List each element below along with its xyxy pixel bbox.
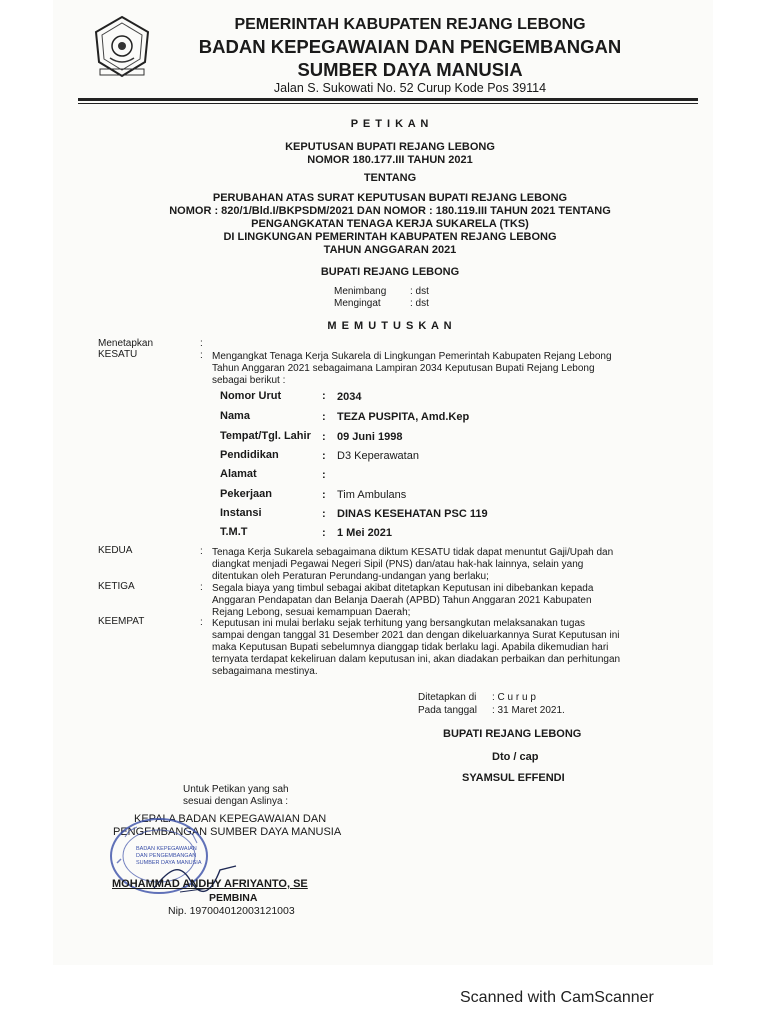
detail-value: 09 Juni 1998: [337, 431, 403, 443]
header-rule-thin: [78, 103, 698, 104]
keempat-line-4: ternyata terdapat kekeliruan dalam keputusan ini, akan diadakan perbaikan dan perhitungan: [212, 654, 621, 665]
detail-colon: :: [322, 508, 326, 520]
detail-value: TEZA PUSPITA, Amd.Kep: [337, 411, 470, 423]
header-agency: BADAN KEPEGAWAIAN DAN PENGEMBANGAN: [198, 36, 622, 57]
subject-line-3: PENGANGKATAN TENAGA KERJA SUKARELA (TKS): [251, 218, 529, 230]
signatory-title: BUPATI REJANG LEBONG: [443, 728, 582, 740]
office-line-1: KEPALA BADAN KEPEGAWAIAN DAN: [134, 813, 327, 825]
kesatu-label: KESATU: [98, 349, 138, 360]
camscanner-watermark: Scanned with CamScanner: [460, 989, 654, 1006]
detail-label: Nomor Urut: [220, 390, 282, 402]
kesatu-line-3: sebagai berikut :: [212, 375, 286, 386]
header-government: PEMERINTAH KABUPATEN REJANG LEBONG: [234, 16, 586, 33]
kedua-colon: :: [200, 546, 203, 557]
header-address: Jalan S. Sukowati No. 52 Curup Kode Pos 39114: [273, 81, 547, 95]
detail-value: DINAS KESEHATAN PSC 119: [337, 508, 488, 520]
mengingat-value: : dst: [410, 298, 429, 309]
detail-label: Instansi: [220, 507, 262, 519]
detail-label: Pendidikan: [220, 449, 279, 461]
detail-label: Tempat/Tgl. Lahir: [220, 430, 311, 442]
ketiga-line-1: Segala biaya yang timbul sebagai akibat ditetapkan Keputusan ini dibebankan kepada: [212, 583, 594, 594]
detail-label: Alamat: [220, 468, 257, 480]
bupati-heading: BUPATI REJANG LEBONG: [320, 266, 460, 278]
menimbang-label: Menimbang: [334, 286, 387, 297]
ditetapkan-value: : C u r u p: [492, 692, 536, 703]
kedua-text: [212, 547, 664, 583]
detail-colon: :: [322, 527, 326, 539]
keempat-colon: :: [200, 617, 203, 628]
stamp-line-2: DAN PENGEMBANGAN: [136, 853, 197, 859]
keempat-label: KEEMPAT: [98, 616, 145, 627]
kedua-line-1: Tenaga Kerja Sukarela sebagaimana diktum KESATU tidak dapat menuntut Gaji/Upah dan: [212, 547, 614, 558]
kedua-line-3: ditentukan oleh Peraturan Perundang-undangan yang berlaku;: [212, 571, 489, 582]
office-line-2: PENGEMBANGAN SUMBER DAYA MANUSIA: [113, 826, 342, 838]
ketiga-colon: :: [200, 582, 203, 593]
keempat-line-1: Keputusan ini mulai berlaku sejak terhitung yang bersangkutan melaksanakan tugas: [212, 618, 586, 629]
signatory-name: SYAMSUL EFFENDI: [462, 772, 565, 784]
stamp-line-3: SUMBER DAYA MANUSIA: [136, 860, 202, 866]
ditetapkan-label: Ditetapkan di: [418, 692, 477, 703]
subject-line-4: DI LINGKUNGAN PEMERINTAH KABUPATEN REJANG LEBONG: [223, 231, 557, 243]
subject-line-2: NOMOR : 820/1/Bld.I/BKPSDM/2021 DAN NOMOR : 180.119.III TAHUN 2021 TENTANG: [169, 205, 611, 217]
ketiga-label: KETIGA: [98, 581, 135, 592]
menetapkan-label: Menetapkan: [98, 338, 154, 349]
header-agency-2: SUMBER DAYA MANUSIA: [297, 59, 523, 80]
kesatu-line-2: Tahun Anggaran 2021 sebagaimana Lampiran 2034 Keputusan Bupati Rejang Lebong: [212, 363, 595, 374]
decree-title: KEPUTUSAN BUPATI REJANG LEBONG: [285, 141, 495, 153]
detail-value: Tim Ambulans: [337, 489, 407, 501]
petikan-heading: P E T I K A N: [350, 118, 430, 130]
keempat-text: [212, 618, 664, 678]
subject-line-1: PERUBAHAN ATAS SURAT KEPUTUSAN BUPATI REJANG LEBONG: [212, 192, 568, 204]
kedua-label: KEDUA: [98, 545, 133, 556]
detail-colon: :: [322, 469, 326, 481]
tanggal-label: Pada tanggal: [418, 705, 477, 716]
kesatu-text: [212, 351, 664, 387]
kedua-line-2: diangkat menjadi Pegawai Negeri Sipil (PNS) dan/atau hak-hak lainnya, selain yang: [212, 559, 584, 570]
menimbang-value: : dst: [410, 286, 429, 297]
detail-value: 1 Mei 2021: [337, 527, 393, 539]
memutuskan-heading: M E M U T U S K A N: [327, 320, 453, 332]
keempat-line-2: sampai dengan tanggal 31 Desember 2021 dan dengan dikeluarkannya Surat Keputusan ini: [212, 630, 620, 641]
kesatu-colon: :: [200, 350, 203, 361]
mengingat-label: Mengingat: [334, 298, 381, 309]
regency-emblem-icon: [90, 14, 154, 80]
keempat-line-5: sebagaimana mestinya.: [212, 666, 318, 677]
detail-value: 2034: [337, 391, 362, 403]
keempat-line-3: maka Keputusan Bupati sebelumnya dianggap tidak berlaku lagi. Apabila dikemudian hari: [212, 642, 609, 653]
official-nip: Nip. 197004012003121003: [168, 905, 295, 917]
kesatu-line-1: Mengangkat Tenaga Kerja Sukarela di Lingkungan Pemerintah Kabupaten Rejang Lebong: [212, 351, 612, 362]
official-rank: PEMBINA: [209, 892, 258, 904]
detail-colon: :: [322, 390, 326, 402]
tentang-heading: TENTANG: [363, 172, 417, 184]
menetapkan-colon: :: [200, 338, 203, 349]
subject-line-5: TAHUN ANGGARAN 2021: [323, 244, 457, 256]
detail-colon: :: [322, 411, 326, 423]
copy-note-2: sesuai dengan Aslinya :: [183, 796, 289, 807]
stamp-line-1: BADAN KEPEGAWAIAN: [136, 846, 197, 852]
decree-number: NOMOR 180.177.III TAHUN 2021: [307, 154, 473, 166]
tanggal-value: : 31 Maret 2021.: [492, 705, 565, 716]
ketiga-line-2: Anggaran Pendapatan dan Belanja Daerah (APBD) Tahun Anggaran 2021 Kabupaten: [212, 595, 592, 606]
ketiga-line-3: Rejang Lebong, sesuai kemampuan Daerah;: [212, 607, 411, 618]
header-rule: [78, 98, 698, 101]
ketiga-text: [212, 583, 664, 619]
official-name: MOHAMMAD ANDHY AFRIYANTO, SE: [112, 878, 308, 890]
copy-note-1: Untuk Petikan yang sah: [183, 784, 289, 795]
detail-label: Nama: [220, 410, 250, 422]
dto-cap: Dto / cap: [492, 751, 539, 763]
detail-label: Pekerjaan: [220, 488, 272, 500]
detail-colon: :: [322, 450, 326, 462]
detail-colon: :: [322, 431, 326, 443]
detail-colon: :: [322, 489, 326, 501]
detail-label: T.M.T: [220, 526, 248, 538]
detail-value: D3 Keperawatan: [337, 450, 419, 462]
